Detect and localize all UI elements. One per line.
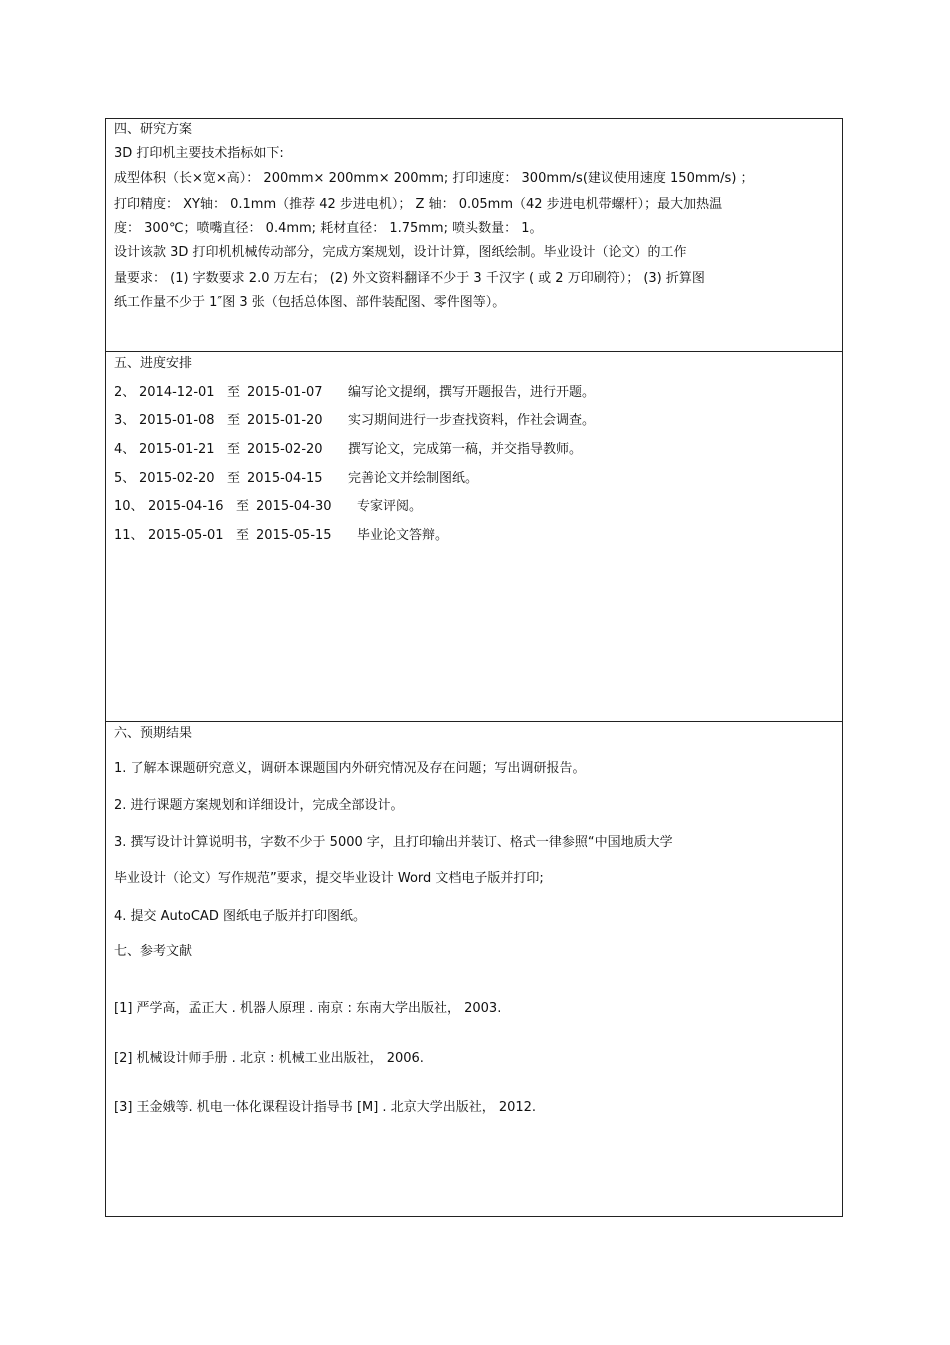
paragraph-line: 3D 打印机主要技术指标如下: (114, 146, 284, 161)
row-number: 10、 (114, 499, 144, 514)
section-title: 四、研究方案 (114, 122, 193, 137)
task-text: 完善论文并绘制图纸。 (348, 471, 479, 486)
section-expected-results (106, 722, 842, 1216)
date-from: 2015-05-01 (148, 528, 224, 543)
section-title: 六、预期结果 (114, 726, 193, 741)
to-word: 至 (236, 499, 250, 514)
paragraph-line: 2. 进行课题方案规划和详细设计，完成全部设计。 (114, 798, 404, 813)
date-from: 2015-01-08 (139, 413, 215, 428)
row-number: 4、 (114, 442, 136, 457)
paragraph-line: 成型体积（长×宽×高）： 200mm× 200mm× 200mm; 打印速度： 300mm/s(建议使用速度 150mm/s) ； (114, 171, 754, 186)
date-to: 2015-01-07 (247, 385, 323, 400)
reference-item: [3] 王金娥等. 机电一体化课程设计指导书 [M] . 北京大学出版社， 2012. (114, 1100, 537, 1115)
to-word: 至 (236, 528, 250, 543)
schedule-row (114, 385, 595, 401)
task-text: 专家评阅。 (357, 499, 423, 514)
paragraph-line: 设计该款 3D 打印机机械传动部分，完成方案规划，设计计算，图纸绘制。毕业设计（论文）的工作 (114, 245, 687, 260)
paragraph-line: 量要求： (1) 字数要求 2.0 万左右； (2) 外文资料翻译不少于 3 千汉字 ( 或 2 万印刷符）； (3) 折算图 (114, 271, 705, 286)
section-title: 五、进度安排 (114, 356, 193, 371)
schedule-row (114, 528, 448, 544)
to-word: 至 (227, 471, 241, 486)
row-number: 3、 (114, 413, 136, 428)
to-word: 至 (227, 385, 241, 400)
section-research-plan (106, 119, 842, 352)
date-from: 2014-12-01 (139, 385, 215, 400)
paragraph-line: 4. 提交 AutoCAD 图纸电子版并打印图纸。 (114, 909, 366, 924)
date-to: 2015-02-20 (247, 442, 323, 457)
task-text: 实习期间进行一步查找资料，作社会调查。 (348, 413, 596, 428)
paragraph-line: 毕业设计（论文）写作规范”要求，提交毕业设计 Word 文档电子版并打印; (114, 871, 544, 886)
date-from: 2015-02-20 (139, 471, 215, 486)
schedule-row (114, 413, 595, 429)
date-to: 2015-04-15 (247, 471, 323, 486)
date-to: 2015-05-15 (256, 528, 332, 543)
section-schedule (106, 352, 842, 722)
to-word: 至 (227, 442, 241, 457)
row-number: 2、 (114, 385, 136, 400)
schedule-row (114, 471, 478, 487)
paragraph-line: 打印精度： XY轴： 0.1mm（推荐 42 步进电机）； Z 轴： 0.05mm（42 步进电机带螺杆）；最大加热温 (114, 197, 723, 212)
reference-item: [1] 严学高，孟正大 . 机器人原理 . 南京 : 东南大学出版社， 2003. (114, 1001, 502, 1016)
date-to: 2015-01-20 (247, 413, 323, 428)
paragraph-line: 3. 撰写设计计算说明书，字数不少于 5000 字，且打印输出并装订、格式一律参照“中国地质大学 (114, 835, 673, 850)
row-number: 11、 (114, 528, 144, 543)
reference-item: [2] 机械设计师手册 . 北京 : 机械工业出版社， 2006. (114, 1051, 424, 1066)
schedule-row (114, 499, 422, 515)
date-from: 2015-01-21 (139, 442, 215, 457)
to-word: 至 (227, 413, 241, 428)
paragraph-line: 纸工作量不少于 1″图 3 张（包括总体图、部件装配图、零件图等）。 (114, 295, 506, 310)
proposal-table (105, 118, 843, 1217)
date-to: 2015-04-30 (256, 499, 332, 514)
date-from: 2015-04-16 (148, 499, 224, 514)
task-text: 撰写论文，完成第一稿，并交指导教师。 (348, 442, 583, 457)
task-text: 编写论文提纲，撰写开题报告，进行开题。 (348, 385, 596, 400)
row-number: 5、 (114, 471, 136, 486)
paragraph-line: 度： 300℃；喷嘴直径： 0.4mm; 耗材直径： 1.75mm; 喷头数量： 1。 (114, 221, 543, 236)
paragraph-line: 1. 了解本课题研究意义，调研本课题国内外研究情况及存在问题；写出调研报告。 (114, 761, 586, 776)
section-title: 七、参考文献 (114, 944, 193, 959)
task-text: 毕业论文答辩。 (357, 528, 449, 543)
schedule-row (114, 442, 582, 458)
